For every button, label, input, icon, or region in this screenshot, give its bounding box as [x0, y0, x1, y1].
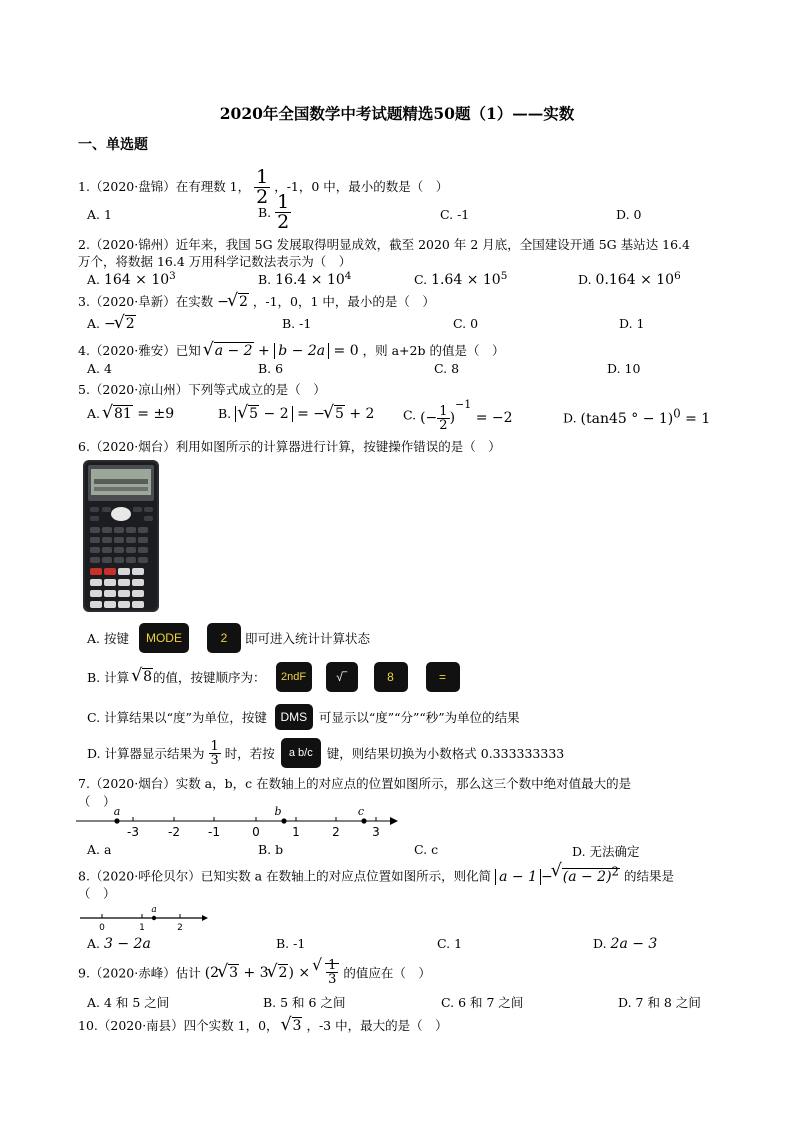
mode-key: MODE: [139, 623, 189, 653]
q2-option-d[interactable]: D. $0.164 \times 10^6$: [578, 270, 681, 289]
q8-option-a[interactable]: A. 3 − 2a: [87, 936, 151, 952]
2ndf-key: 2ndF: [276, 662, 312, 692]
q1-option-c[interactable]: C. -1: [440, 207, 470, 222]
key-2: 2: [207, 623, 241, 653]
q5-option-a[interactable]: A. √ 81 = ±9: [87, 406, 174, 422]
q7-option-d[interactable]: D. 无法确定: [572, 844, 640, 859]
q6-option-c[interactable]: C. 计算结果以“度”为单位，按键 DMS 可显示以“度”“分”“秒”为单位的结果: [87, 704, 520, 730]
question-8-line2: （ ）: [78, 886, 116, 901]
q8-option-b[interactable]: B. -1: [276, 936, 306, 951]
q5-option-c[interactable]: C. (− $\frac{1}{2}$ )$^{-1}$ = −2: [403, 398, 513, 433]
point-a: [114, 818, 119, 823]
q3-option-b[interactable]: B. -1: [282, 316, 312, 331]
point-c: [361, 818, 366, 823]
q1-option-b[interactable]: B. $\frac{1}{2}$: [258, 191, 290, 233]
q2-option-a[interactable]: A. $164 \times 10^3$: [87, 270, 176, 289]
point-label: a: [113, 806, 121, 818]
question-2-line2: 万个，将数据 16.4 万用科学记数法表示为（ ）: [78, 254, 352, 269]
page-title: 2020年全国数学中考试题精选50题（1）——实数: [219, 104, 575, 123]
question-10-stem: 10.（2020·南县）四个实数 1，0， √ 3 ，-3 中，最大的是（ ）: [78, 1016, 448, 1034]
q8-option-d[interactable]: D. 2a − 3: [593, 936, 658, 952]
question-6-stem: 6.（2020·烟台）利用如图所示的计算器进行计算，按键操作错误的是（ ）: [78, 439, 501, 454]
point-b: [281, 818, 286, 823]
number-line-q8: [80, 904, 210, 934]
q5-option-d[interactable]: D. (tan45 ° − 1)$^0$ = 1: [563, 406, 711, 427]
tick-label: 0: [252, 825, 260, 839]
key-8: 8: [374, 662, 408, 692]
q9-option-b[interactable]: B. 5 和 6 之间: [263, 995, 346, 1010]
fraction-half: $\frac{1}{2}$: [256, 166, 269, 208]
tick-label: -1: [208, 825, 220, 839]
question-9-stem: 9.（2020·赤峰）估计 (2√ 3 + 3√ 2) × √ $\frac{1}{3}$ 的值应在（ ）: [78, 959, 431, 986]
tick-label: 0: [99, 923, 105, 933]
tick-label: 1: [139, 923, 145, 933]
question-7-line2: （ ）: [78, 794, 116, 809]
q9-option-c[interactable]: C. 6 和 7 之间: [441, 995, 524, 1010]
point-label: c: [357, 806, 365, 818]
tick-label: -2: [168, 825, 180, 839]
question-4-stem: 4.（2020·雅安）已知 √ a − 2 + b − 2a = 0 ，则 a+2b 的值是（ ）: [78, 341, 504, 359]
calculator-image: [82, 459, 160, 613]
q1-option-d[interactable]: D. 0: [616, 207, 642, 222]
q4-option-d[interactable]: D. 10: [607, 361, 641, 376]
q3-option-a[interactable]: A. −√ 2: [87, 316, 136, 332]
question-1-stem: 1.（2020·盘锦）在有理数 1， $\frac{1}{2}$ ，-1，0 中，最小的数是（ ）: [78, 166, 449, 208]
q1-option-a[interactable]: A. 1: [87, 207, 112, 222]
question-2-line1: 2.（2020·锦州）近年来，我国 5G 发展取得明显成效，截至 2020 年 2 月底，全国建设开通 5G 基站达 16.4: [78, 237, 690, 252]
q7-option-b[interactable]: B. b: [258, 842, 284, 857]
equals-key: =: [426, 662, 460, 692]
q3-option-d[interactable]: D. 1: [619, 316, 645, 331]
number-line-q7: [76, 806, 398, 840]
tick-label: 2: [177, 923, 183, 933]
q4-option-b[interactable]: B. 6: [258, 361, 284, 376]
tick-label: 1: [292, 825, 300, 839]
q2-option-c[interactable]: C. $1.64 \times 10^5$: [414, 270, 508, 289]
tick-label: -3: [127, 825, 139, 839]
q6-option-a[interactable]: A. 按键 MODE 2 即可进入统计计算状态: [87, 623, 370, 653]
q4-option-a[interactable]: A. 4: [87, 361, 112, 376]
q3-option-c[interactable]: C. 0: [453, 316, 479, 331]
tick-label: 3: [372, 825, 380, 839]
q6-option-d[interactable]: D. 计算器显示结果为 $\frac{1}{3}$ 时，若按 a b/c 键，则结果切换为小数格式 0.333333333: [87, 738, 565, 768]
q9-option-d[interactable]: D. 7 和 8 之间: [618, 995, 701, 1010]
tick-label: 2: [332, 825, 340, 839]
point-label: a: [151, 905, 157, 915]
q6-option-b[interactable]: B. 计算 √ 8的值，按键顺序为： 2ndF √‾ 8 =: [87, 662, 460, 692]
point-a: [152, 916, 156, 920]
fraction-key: a b/c: [281, 738, 321, 768]
q7-option-c[interactable]: C. c: [414, 842, 439, 857]
question-3-stem: 3.（2020·阜新）在实数 −√ 2 ，-1，0，1 中，最小的是（ ）: [78, 292, 435, 310]
point-label: b: [274, 806, 282, 818]
q9-option-a[interactable]: A. 4 和 5 之间: [87, 995, 170, 1010]
sqrt-key: √‾: [326, 662, 358, 692]
q5-option-b[interactable]: B. √ 5 − 2 = −√ 5 + 2: [218, 406, 374, 422]
q8-option-c[interactable]: C. 1: [437, 936, 463, 951]
q7-option-a[interactable]: A. a: [87, 842, 112, 857]
question-8-stem: 8.（2020·呼伦贝尔）已知实数 a 在数轴上的对应点位置如图所示，则化简 a − 1 −√ $(a - 2)^2$ 的结果是: [78, 864, 674, 885]
question-5-stem: 5.（2020·凉山州）下列等式成立的是（ ）: [78, 382, 326, 397]
question-7-line1: 7.（2020·烟台）实数 a，b，c 在数轴上的对应点的位置如图所示，那么这三个数中绝对值最大的是: [78, 776, 632, 791]
section-heading: 一、单选题: [78, 137, 148, 153]
q4-option-c[interactable]: C. 8: [434, 361, 460, 376]
dms-key: DMS: [275, 704, 313, 730]
q2-option-b[interactable]: B. $16.4 \times 10^4$: [258, 270, 352, 289]
